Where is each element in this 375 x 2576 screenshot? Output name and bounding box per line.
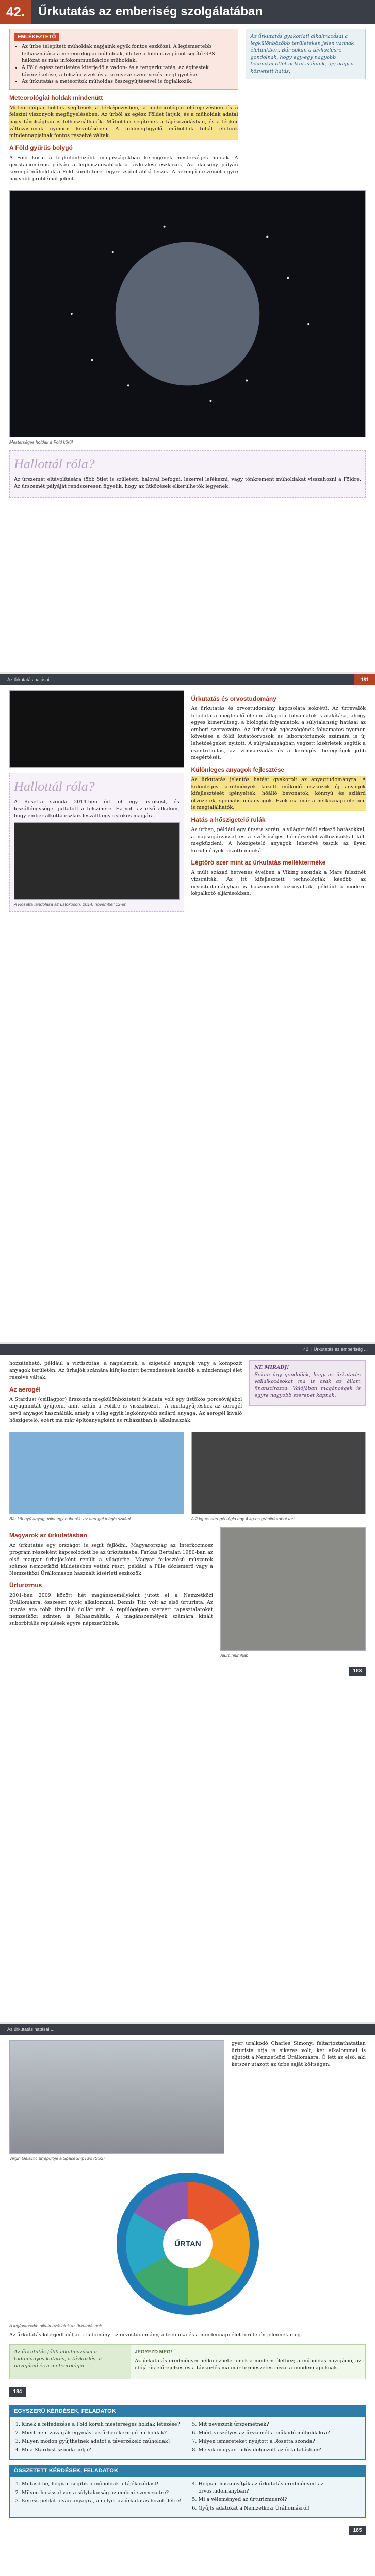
side-note-title: NE MIRADJ!: [254, 1365, 289, 1370]
section-title: Meteorológiai holdak mindenütt: [9, 94, 103, 101]
question-item: 5. Mi a véleményed az űrturizmusról?: [199, 2496, 361, 2503]
fyi-title: Hallottál róla?: [14, 779, 95, 794]
question-item: 2. Milyen hatással van a súlytalanság az emberi szervezetre?: [22, 2489, 184, 2497]
question-item: 2. Miért nem zavarják egymást az űrben keringő műholdak?: [22, 2430, 184, 2437]
section-title: Űrturizmus: [9, 1582, 42, 1589]
space-image: [9, 690, 184, 768]
question-item: 7. Milyen ismereteket nyújtott a Rosetta szonda?: [199, 2438, 361, 2445]
note-box: [9, 2344, 366, 2379]
figure-caption: Mesterséges holdak a Föld körül: [9, 439, 73, 445]
key-item: • A Föld egész területére kiterjedő a vadon- és a tengerkutatás, az égitestek távérzékelése, a felszíni vizek és a környezetszennyezés megfigyelése.: [22, 64, 233, 78]
figure-caption: A Rosetta landolása az üstökösön, 2014. november 12-én: [14, 901, 127, 907]
section-title: Magyarok az űrkutatásban: [9, 1532, 87, 1539]
page-184: [0, 2024, 375, 2576]
fyi-title: Hallottál róla?: [14, 456, 95, 472]
page-number: 185: [349, 2526, 366, 2535]
question-item: 3. Milyen módon gyűjthetnek adatot a távérzékelő műholdak?: [22, 2438, 184, 2445]
note-box-text: Az űrkutatás eredményei nélkülözhetetlenek a modern élethez; a műholdas navigáció, az időjárás-előrejelzés és a távközlés ma már természetes része a mindennapoknak.: [135, 2358, 361, 2371]
section-text: Az űrkutatás kiterjedt céljai a tudomány, az orvostudomány, a technika és a mindennapi élet területén jelennek meg.: [9, 2332, 302, 2338]
side-note-text: Sokan úgy gondolják, hogy az űrkutatás vállalkozásokat ma is csak az állam finanszírozza. Valójában magáncégek is egyre nagyobb szerepet kapnak.: [254, 1371, 361, 1399]
spaceship-image: [9, 2040, 224, 2154]
figure-caption: Virgin Galactic űrrepülője a SpaceShipTwo (SS2): [9, 2156, 105, 2161]
simple-questions-box: [9, 2405, 366, 2460]
application-wheel-chart: [95, 2166, 281, 2321]
section-title: A Föld gyűrűs bolygó: [9, 144, 73, 151]
question-item: 5. Mit nevezünk űrszemétnek?: [199, 2421, 361, 2428]
section-title: Űrkutatás és orvostudomány: [191, 695, 276, 702]
section-text: Az űrkutatás jelentős hatást gyakorolt az anyagtudományra. A különleges körülmények között működő eszközök új anyagok kifejlesztését igényelték: hőálló bevonatok, könnyű és szilárd ötvözetek, speciális műanyagok. Ezek ma már a hétköznapi életben is megtalálhatók.: [191, 776, 366, 811]
section-title: Légtörő szer mint az űrkutatás mellékterméke: [191, 859, 326, 867]
question-item: 1. Kinek a felfedezése a Föld körüli mesterséges holdak létezése?: [22, 2421, 184, 2428]
fyi-text: A Rosetta szonda 2014-ben ért el egy üstököst, és leszállóegységet juttatott a felszínére. Ez volt az első alkalom, hogy ember alkotta eszköz leszállt egy üstökös magjára.: [14, 799, 180, 819]
earth-satellites-image: [9, 190, 366, 437]
note-box-left: Az űrkutatás főbb alkalmazásai a tudományos kutatás, a távközlés, a navigáció és a meteorológia.: [10, 2345, 131, 2379]
section-text: A múlt század hetvenes éveiben a Viking szondák a Mars felszínét vizsgálták. Az itt kifejlesztett technológiák később az orvostudományban is hasznosnak bizonyultak, például a modern képalkotó eljárásokban.: [191, 870, 366, 897]
figure-caption: A legfontosabb alkalmazásaink az űrkutatásnak: [9, 2323, 102, 2329]
running-head: Az űrkutatás hatásai ... 181: [0, 674, 375, 685]
question-item: 1. Mutasd be, hogyan segítik a műholdak a tájékozódást!: [22, 2481, 184, 2488]
chapter-header: [0, 0, 375, 24]
question-item: 6. Miért veszélyes az űrszemét a működő műholdakra?: [199, 2430, 361, 2437]
question-item: 8. Melyik magyar tudós dolgozott az űrkutatásban?: [199, 2447, 361, 2454]
running-head: Az űrkutatás hatásai ...: [0, 2024, 375, 2035]
key-box: [9, 29, 238, 90]
wheel-center-label: ŰRTAN: [174, 2240, 201, 2249]
page-number: 181: [354, 674, 375, 685]
page-183: [0, 1344, 375, 2024]
page-number: 183: [349, 1667, 366, 1676]
key-item: • Az űrkutatás a meteoritok műholdas összegyűjtésével is foglalkozik.: [22, 78, 233, 86]
page-number: 184: [9, 2387, 26, 2397]
questions-title: EGYSZERŰ KÉRDÉSEK, FELADATOK: [10, 2405, 365, 2418]
section-text: A Stardust (csillagpor) űrszonda megkülönböztetett feladata volt egy üstökös porcsóvájából anyagmintát gyűjteni, amit aztán a Földre is visszahozott. A mintagyűjtéshez az aerogél nevű anyagot használták, amely a világ egyik legkönnyebb szilárd anyaga. Az aerogél kiváló hőszigetelő, ezért ma már építőanyagként és ruházatban is alkalmazzák.: [9, 1396, 242, 1423]
section-text: Az űrben, például egy űrséta során, a világűr felől érkező hatásokkal, a napsugárzással és a szélsőséges hőmérséklet-változásokkal kell megküzdeni. A hőszigetelő anyagok lehetővé teszik az ilyen körülmények közötti munkát.: [191, 827, 366, 854]
section-text: Meteorológiai holdak segítenek a térképezésben, a meteorológiai előrejelzésben és a felszíni viszonyok megfigyelésében. Az űrből az egész Földet látjuk, és a műholdak adatai nagy távolságban is felhasználhatók. Műholdak segítenek a tájékozódásban, és a légkör változásainak nyomon követésében. A földmegfigyelő műholdak tehát életünk mindennapjainak fontos részeivé váltak.: [9, 105, 238, 139]
question-item: 6. Gyűjts adatokat a Nemzetközi Űrállomásról!: [199, 2505, 361, 2512]
aerogel-brick-image: [191, 1432, 366, 1514]
section-text: gyer uralkodó Charles Simonyi feltartóztathatatlan űrturista útja is sikeres volt; két alkalommal is eljutott a Nemzetközi Űrállomásra. Ő lett az első, aki kétszer utazott az űrbe saját költségén.: [231, 2041, 366, 2067]
section-title: Hatás a hőszigetelő rulák: [191, 816, 266, 823]
figure-caption: A 2 kg-os aerogél tégla egy 4 kg-os gránitdarabot tart: [191, 1516, 295, 1522]
aerogel-hand-image: [9, 1432, 184, 1514]
complex-questions-box: [9, 2465, 366, 2518]
figure-caption: Bár könnyű anyag, mint egy buborék, az aerogél mégis szilárd: [9, 1516, 131, 1522]
question-item: 4. Mi a Stardust szonda célja?: [22, 2447, 184, 2454]
running-head: 42. | Űrkutatás az emberiség ...: [0, 1344, 375, 1355]
page-180: [0, 0, 375, 674]
question-item: 4. Hogyan hasznosítják az űrkutatás eredményeit az orvostudományban?: [199, 2481, 361, 2495]
key-item: • Az űrbe telepített műholdak napjaink egyik fontos eszközei. A legismertebb felhasználása a meteorológiai műholdak, illetve a földi navigációt segítő GPS-hálózat és más infokommunikációs műholdak.: [22, 43, 233, 64]
fyi-box: [9, 450, 366, 497]
side-note: Az űrkutatás gyakorlati alkalmazásai a legkülönbözőbb területeken jelen vannak életünkben. Bár sokan a távközlésre gondolnak, hogy egy-egy nagyobb technikai ötlet nélkül is élünk, így nagy a közvetett hatás.: [246, 29, 366, 79]
note-box-heading: JEGYEZD MEG!: [135, 2349, 172, 2355]
fyi-box: [9, 773, 184, 912]
section-title: Különleges anyagok fejlesztése: [191, 766, 285, 773]
question-item: 3. Keress példát olyan anyagra, amelyet az űrkutatás hozott létre!: [22, 2498, 184, 2505]
satellite-dots: [10, 191, 365, 437]
chapter-number: 42.: [0, 0, 31, 24]
fyi-text: Az űrszemét eltávolítására több ötlet is született: hálóval befogni, lézerrel lefékezni, vagy tönkrement műholdakat visszahozni a Földre. Az űrszemét pályáját rendszeresen figyelik, hogy az ütközések elkerülhetők legyenek.: [14, 477, 361, 489]
key-box-title: EMLÉKEZTETŐ: [14, 33, 59, 41]
section-text: hozzátehető, például a víztisztítás, a napelemek, a szigetelő anyagok vagy a kompozit anyagok területén. Az űrhajók számára kifejlesztett berendezések később a mindennapi élet részévé váltak.: [9, 1361, 242, 1381]
section-text: Az űrkutatás és orvostudomány kapcsolata sokrétű. Az űrrevalók feladata a megfelelő élelem állapotú folyamatok kialakítása, ahogy egyes kimerültség, a biológiai folyamatok, a súlytalanság hatásai az emberi szervezetre. Az űrhajósok egészségének folyamatos nyomon követése a földi kutatóorvosok és laboratóriumok számára is új lehetőségeket nyitott. A súlytalanságban végzett kísérletek segítik a csontritkulás, az izomsorvadás és a keringési betegségek jobb megértését.: [191, 706, 366, 761]
section-text: 2001-ben 2009 között hét magánszemélyként jutott el a Nemzetközi Űrállomásra, összesen nyolc alkalommal. Dennis Tito volt az első űrturista. Az utazás ára több tízmillió dollár volt. A repülőgépen szerzett tapasztalatokat nemzetközi szinten is felhasználták. A magánszemélyek számára kínált suborbitális repülések egyre népszerűbbek.: [9, 1592, 213, 1626]
side-note: [249, 1360, 366, 1406]
rosetta-image: [14, 822, 180, 900]
page-181: [0, 674, 375, 1344]
questions-title: ÖSSZETETT KÉRDÉSEK, FELADATOK: [10, 2465, 365, 2478]
section-text: Az űrkutatás egy országot is segít fejlődni. Magyarország az Interkozmosz program részeként kapcsolódott be az űrkutatásba. Farkas Bertalan 1980-ban az első magyar űrhajósként repült a világűrbe. Magyar fejlesztésű műszerek számos nemzetközi küldetésben vettek részt, például a Pille dózismérő vagy a Nemzetközi Űrállomáson használt kísérleti eszközök.: [9, 1543, 213, 1577]
section-title: Az aerogél: [9, 1385, 41, 1393]
aluminium-foam-image: [220, 1527, 366, 1651]
section-text: A Föld körül a legkülönbözőbb magasságokban keringenek mesterséges holdak. A geostacionárius pályán a leghasznosabbak a távközlési eszközök. Az alacsony pályán keringő műholdak a Föld körüli teret egyre zsúfoltabbá teszik. A keringő űrszemét egyre nagyobb problémát jelent.: [9, 155, 238, 182]
chapter-title: Űrkutatás az emberiség szolgálatában: [38, 4, 263, 19]
figure-caption: Alumíniumhab: [220, 1653, 249, 1658]
